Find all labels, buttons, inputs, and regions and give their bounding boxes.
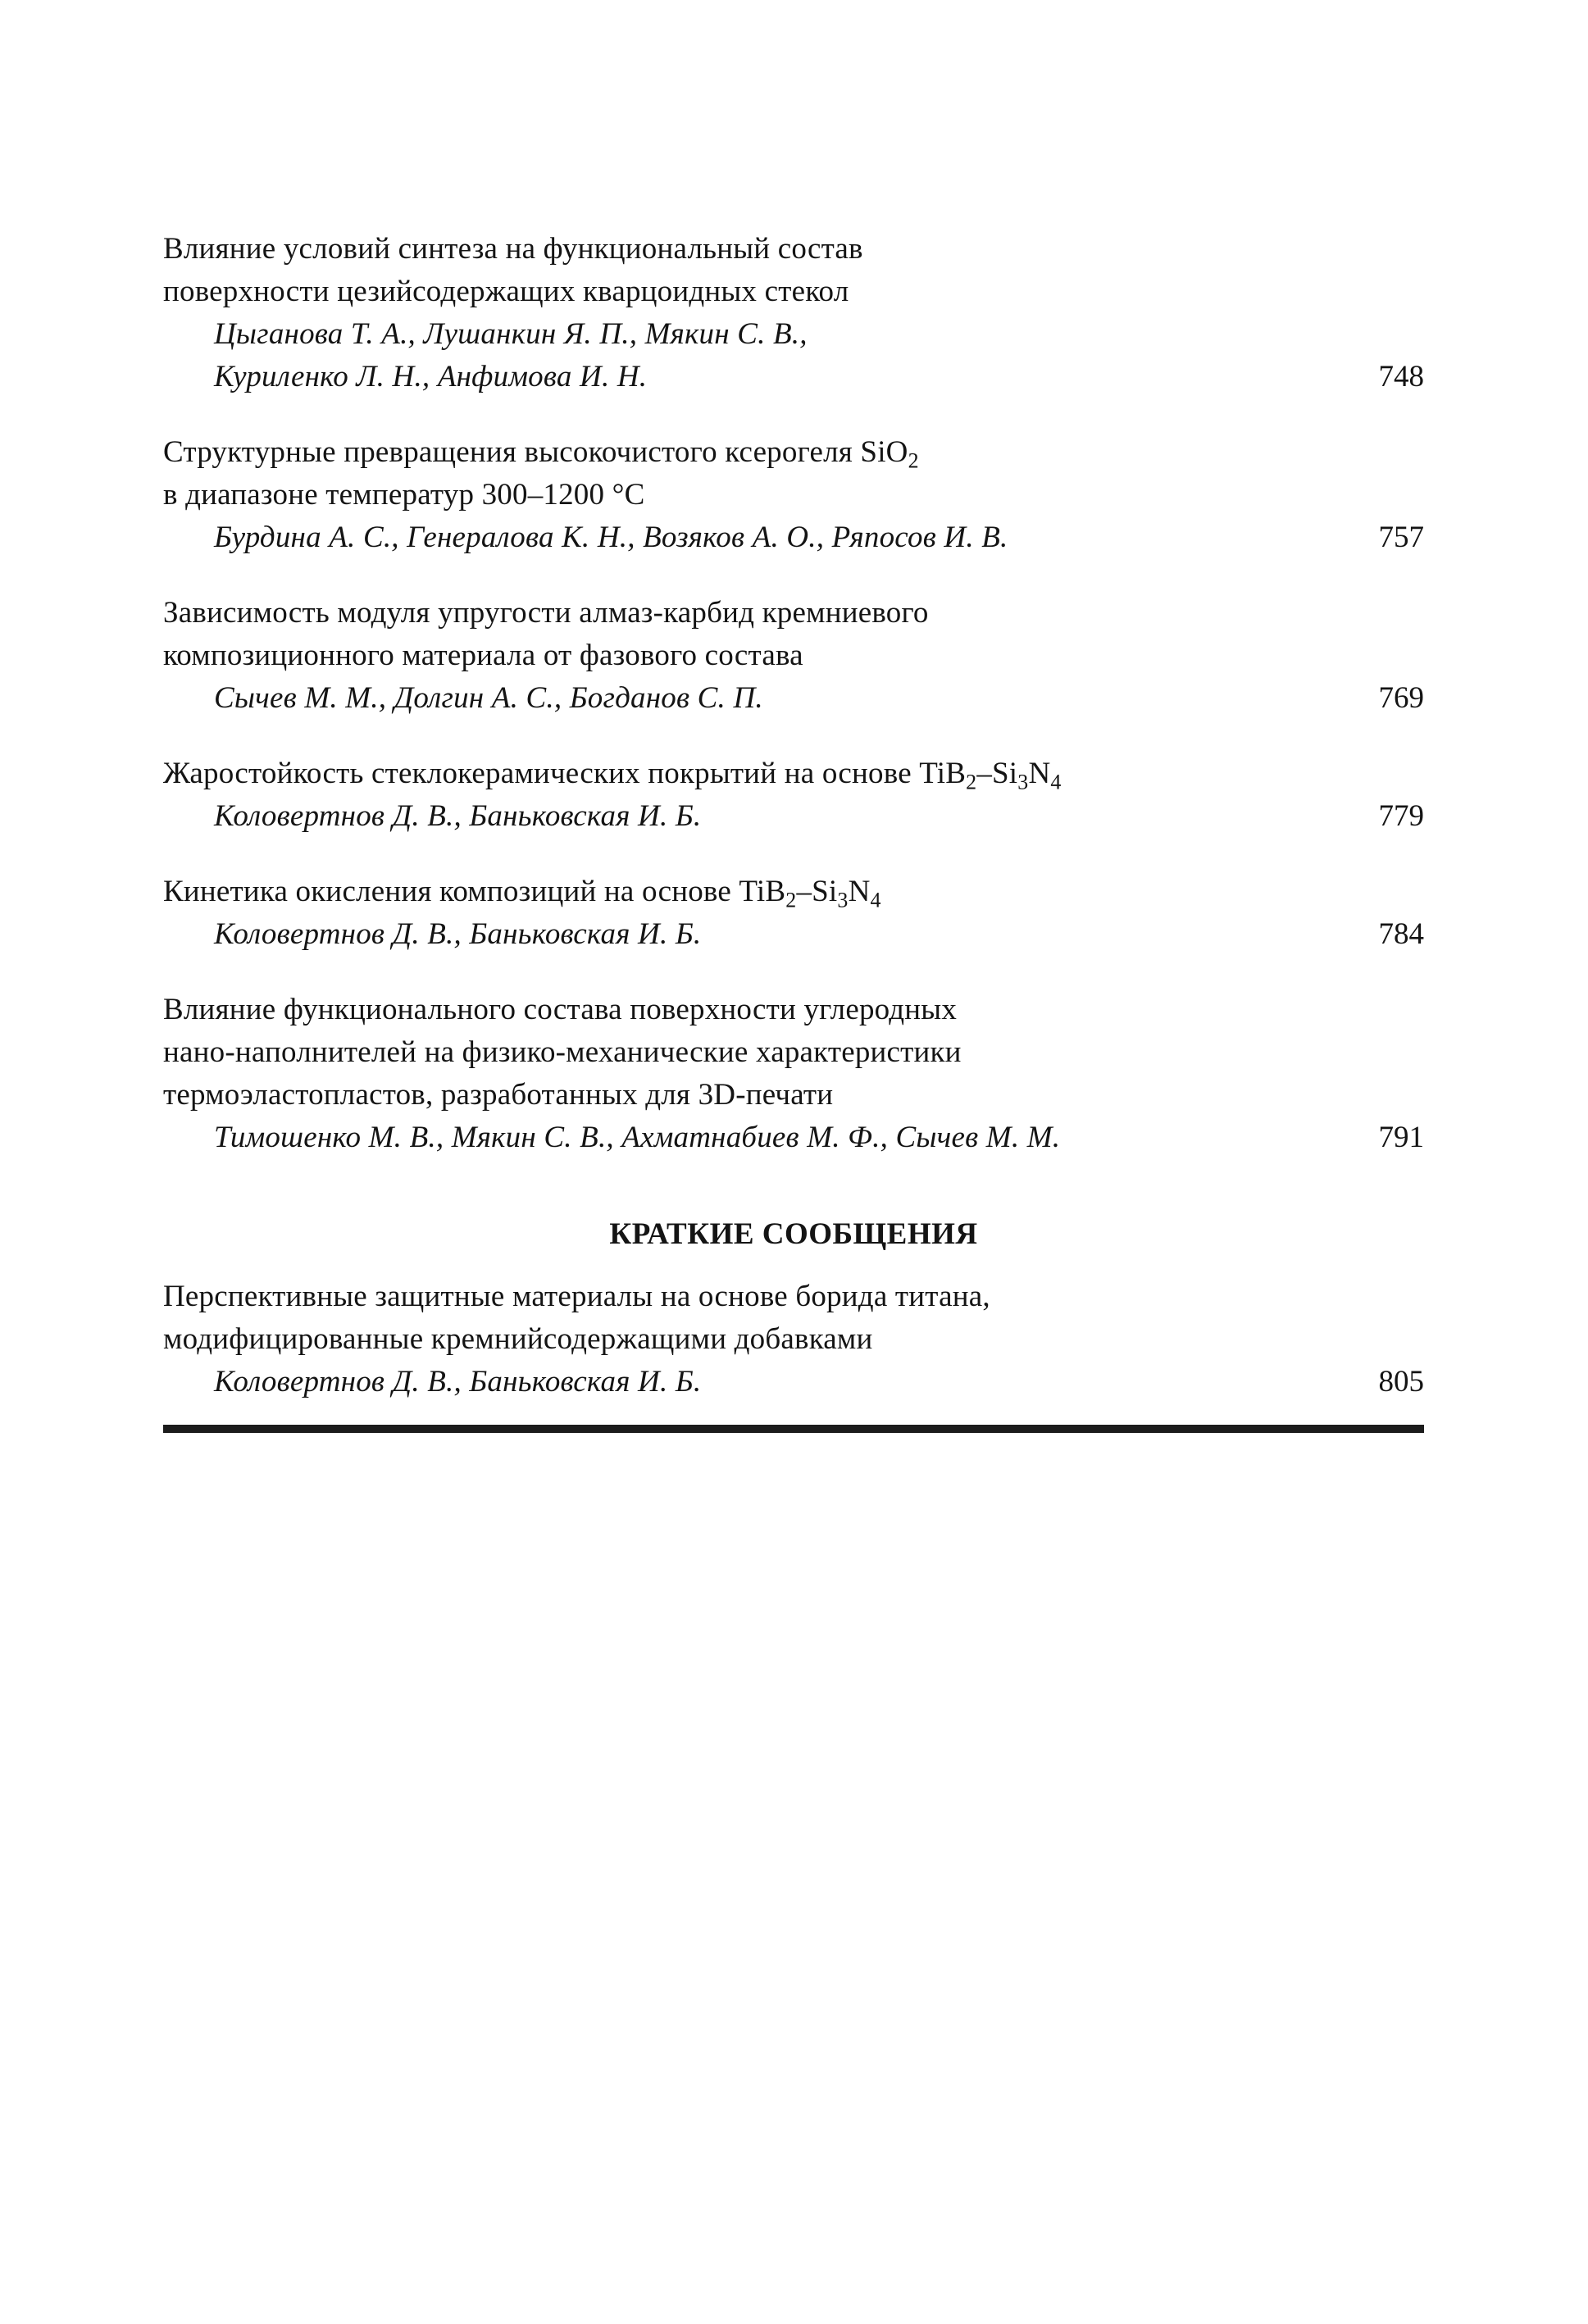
article-authors: Коловертнов Д. В., Баньковская И. Б.	[214, 917, 702, 951]
article-authors: Тимошенко М. В., Мякин С. В., Ахматнабиев М. Ф., Сычев М. М.	[214, 1121, 1061, 1154]
article-title: Перспективные защитные материалы на основе борида титана, модифицированные кремнийсодержащими добавками	[163, 1280, 990, 1356]
toc-entry	[163, 592, 1424, 720]
article-authors: Сычев М. М., Долгин А. С., Богданов С. П.	[214, 681, 763, 715]
toc-entry	[163, 1276, 1424, 1403]
toc-entry	[163, 871, 1424, 956]
article-page-number: 757	[1378, 521, 1424, 554]
article-page-number: 784	[1378, 917, 1424, 951]
article-title: Зависимость модуля упругости алмаз-карбид кремниевого композиционного материала от фазового состава	[163, 596, 929, 672]
article-title: Жаростойкость стеклокерамических покрытий на основе $TiB_2-Si_3N_4$	[163, 757, 1062, 794]
toc-entry-main	[163, 989, 1060, 1159]
article-authors: Цыганова Т. А., Лушанкин Я. П., Мякин С. В., Куриленко Л. Н., Анфимова И. Н.	[214, 317, 808, 393]
toc-entry-main	[163, 228, 863, 398]
article-page-number: 805	[1378, 1365, 1424, 1398]
toc-entry-main	[163, 753, 1062, 838]
toc-entry-main	[163, 431, 1008, 559]
toc-entry-main	[163, 592, 929, 720]
article-authors: Коловертнов Д. В., Баньковская И. Б.	[214, 799, 702, 833]
toc-entry	[163, 989, 1424, 1159]
toc-entry	[163, 753, 1424, 838]
article-authors: Коловертнов Д. В., Баньковская И. Б.	[214, 1365, 702, 1398]
article-page-number: 748	[1378, 360, 1424, 393]
article-authors: Бурдина А. С., Генералова К. Н., Возяков А. О., Ряпосов И. В.	[214, 521, 1008, 554]
toc-entry-main	[163, 871, 881, 956]
article-title: Структурные превращения высокочистого ксерогеля SiO$_2$ в диапазоне температур 300–1200 °C	[163, 435, 919, 512]
toc-entry-main	[163, 1276, 990, 1403]
toc-entry	[163, 228, 1424, 398]
double-rule	[163, 1425, 1424, 1433]
section-header-brief-reports: КРАТКИЕ СООБЩЕНИЯ	[609, 1217, 978, 1251]
article-title: Влияние условий синтеза на функциональный состав поверхности цезийсодержащих кварцоидных стекол	[163, 232, 863, 308]
article-page-number: 779	[1378, 799, 1424, 833]
article-title: Кинетика окисления композиций на основе $TiB_2-Si_3N_4$	[163, 875, 881, 912]
toc-entry	[163, 431, 1424, 559]
article-page-number: 791	[1378, 1121, 1424, 1154]
article-title: Влияние функционального состава поверхности углеродных нано-наполнителей на физико-механические характеристики термоэластопластов, разработанных для 3D-печати	[163, 993, 962, 1112]
article-page-number: 769	[1378, 681, 1424, 715]
